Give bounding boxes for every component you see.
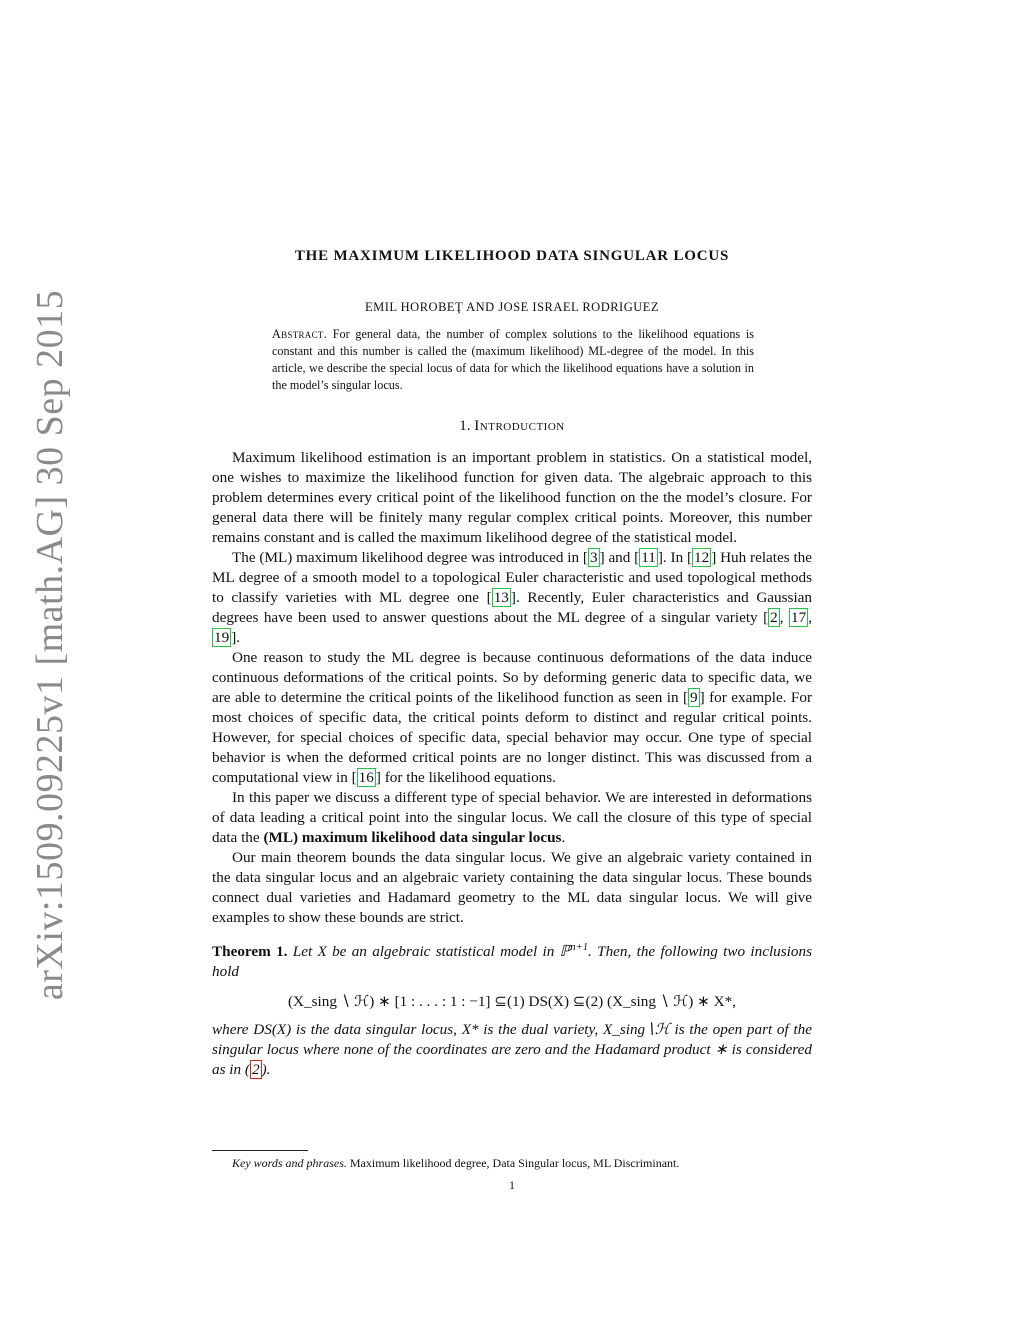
theorem-statement bbox=[212, 938, 812, 982]
theorem-text-b: . Then, the following two inclusions hold bbox=[212, 943, 812, 981]
body-text bbox=[212, 448, 812, 1080]
citation-link-13[interactable]: 13 bbox=[493, 589, 509, 606]
paragraph-5: Our main theorem bounds the data singular locus. We give an algebraic variety contained in the data singular locus and an algebraic variety containing the data singular locus. These bounds connect dual varieties and Hadamard geometry to the ML data singular locus. We will give examples to show these bounds are strict. bbox=[212, 849, 812, 926]
equation-ref-link[interactable]: 2 bbox=[251, 1061, 260, 1079]
paragraph-1: Maximum likelihood estimation is an important problem in statistics. On a statistical model, one wishes to maximize the likelihood function for given data. The algebraic approach to this problem determines every critical point of the likelihood function on the the model’s closure. For general data there will be finitely many regular complex critical points. Moreover, this number remains constant and is called the maximum likelihood degree of the statistical model. bbox=[212, 449, 812, 546]
footnote-divider bbox=[212, 1150, 308, 1151]
citation-link-19[interactable]: 19 bbox=[214, 629, 230, 646]
theorem-after-text-b: ). bbox=[261, 1061, 271, 1079]
paragraph-2-text-c: . In bbox=[662, 549, 687, 566]
paper-authors: EMIL HOROBEŢ AND JOSE ISRAEL RODRIGUEZ bbox=[364, 300, 660, 314]
citation-link-3[interactable]: 3 bbox=[589, 549, 598, 566]
abstract-label: Abstract. bbox=[272, 327, 328, 341]
paragraph-2-text-e: . Recently, Euler characteristics and Gaussian degrees have been used to answer questions about the ML degree of a singular variety bbox=[212, 589, 813, 626]
citation-link-17[interactable]: 17 bbox=[791, 609, 807, 626]
defined-term: (ML) maximum likelihood data singular locus bbox=[263, 829, 562, 846]
paragraph-2: The (ML) maximum likelihood degree was introduced in [ 3 ] and [ 11 ]. In [ 12 ] Huh relates the ML degree of a smooth model to a topological Euler characteristic and used topological methods to classify varieties with ML degree one [ 13 ]. Recently, Euler characteristics and Gaussian degrees have been used to answer questions about the ML degree of a singular variety [ 2 , 17 , 19 ]. bbox=[212, 549, 813, 646]
theorem-after-text-a: where DS(X) is the data singular locus, X* is the dual variety, X_sing∖ℋ is the open part of the singular locus where none of the coordinates are zero and the Hadamard product ∗ is considered as in ( bbox=[212, 1021, 812, 1079]
paragraph-2-text-b: and bbox=[604, 549, 635, 566]
citation-link-11[interactable]: 11 bbox=[641, 549, 656, 566]
display-equation: (X_sing ∖ ℋ) ∗ [1 : . . . : 1 : −1] ⊆(1) DS(X) ⊆(2) (X_sing ∖ ℋ) ∗ X*, bbox=[288, 993, 736, 1011]
citation-link-16[interactable]: 16 bbox=[358, 769, 374, 786]
theorem-text-a: Let X be an algebraic statistical model in ℙ bbox=[292, 943, 571, 961]
paragraph-4 bbox=[212, 788, 812, 848]
paragraph-2-text-a: The (ML) maximum likelihood degree was introduced in bbox=[232, 549, 583, 566]
paper-title: THE MAXIMUM LIKELIHOOD DATA SINGULAR LOCUS bbox=[294, 248, 730, 264]
section-heading bbox=[212, 418, 812, 435]
citation-link-2[interactable]: 2 bbox=[770, 609, 778, 626]
section-number: 1. bbox=[459, 418, 471, 434]
theorem-superscript: n+1 bbox=[570, 942, 589, 953]
theorem-label: Theorem 1. bbox=[212, 943, 288, 961]
abstract-text: For general data, the number of complex solutions to the likelihood equations is constant and this number is called the (maximum likelihood) ML-degree of the model. In this article, we describe the special locus of data for which the likelihood equations have a solution in the model’s singular locus. bbox=[272, 327, 754, 392]
paragraph-4-text-a: In this paper we discuss a different type of special behavior. We are interested in deformations of data leading a critical point into the singular locus. We call the closure of this type of special data the bbox=[212, 789, 812, 846]
arxiv-identifier-stamp: arXiv:1509.09225v1 [math.AG] 30 Sep 2015 bbox=[29, 289, 71, 1001]
footnote-label: Key words and phrases. bbox=[232, 1156, 347, 1170]
paragraph-3-text-a: One reason to study the ML degree is because continuous deformations of the data induce continuous deformations of the critical points. So by deforming generic data to specific data, we are able to determine the critical points of the likelihood function as seen in bbox=[212, 649, 812, 706]
paragraph-2-text-d: Huh relates the ML degree of a smooth model to a topological Euler characteristic and used topological methods to classify varieties with ML degree one bbox=[212, 549, 813, 606]
paragraph-4-text-b: . bbox=[561, 829, 566, 846]
paragraph-3-text-c: for the likelihood equations. bbox=[380, 769, 556, 786]
theorem-continuation bbox=[212, 1020, 812, 1080]
paragraph-3: One reason to study the ML degree is because continuous deformations of the data induce continuous deformations of the critical points. So by deforming generic data to specific data, we are able to determine the critical points of the likelihood function as seen in [ 9 ] for example. For most choices of specific data, the critical points deform to distinct and regular critical points. However, for special choices of specific data, special behavior may occur. One type of special behavior is when the deformed critical points are no longer distinct. This was discussed from a computational view in [ 16 ] for the likelihood equations. bbox=[212, 649, 812, 786]
section-title: Introduction bbox=[474, 418, 565, 434]
footnote bbox=[232, 1156, 812, 1171]
footnote-text: Maximum likelihood degree, Data Singular locus, ML Discriminant. bbox=[346, 1156, 680, 1170]
abstract bbox=[272, 326, 754, 394]
page-number: 1 bbox=[509, 1178, 515, 1192]
paragraph-2-text-f: . bbox=[236, 629, 241, 646]
paragraph-3-text-b: for example. For most choices of specific data, the critical points deform to distinct and regular critical points. However, for special choices of specific data, special behavior may occur. One type of special behavior is when the deformed critical points are no longer distinct. This was discussed from a computational view in bbox=[212, 689, 812, 786]
citation-link-9[interactable]: 9 bbox=[690, 689, 698, 706]
citation-link-12[interactable]: 12 bbox=[694, 549, 710, 566]
